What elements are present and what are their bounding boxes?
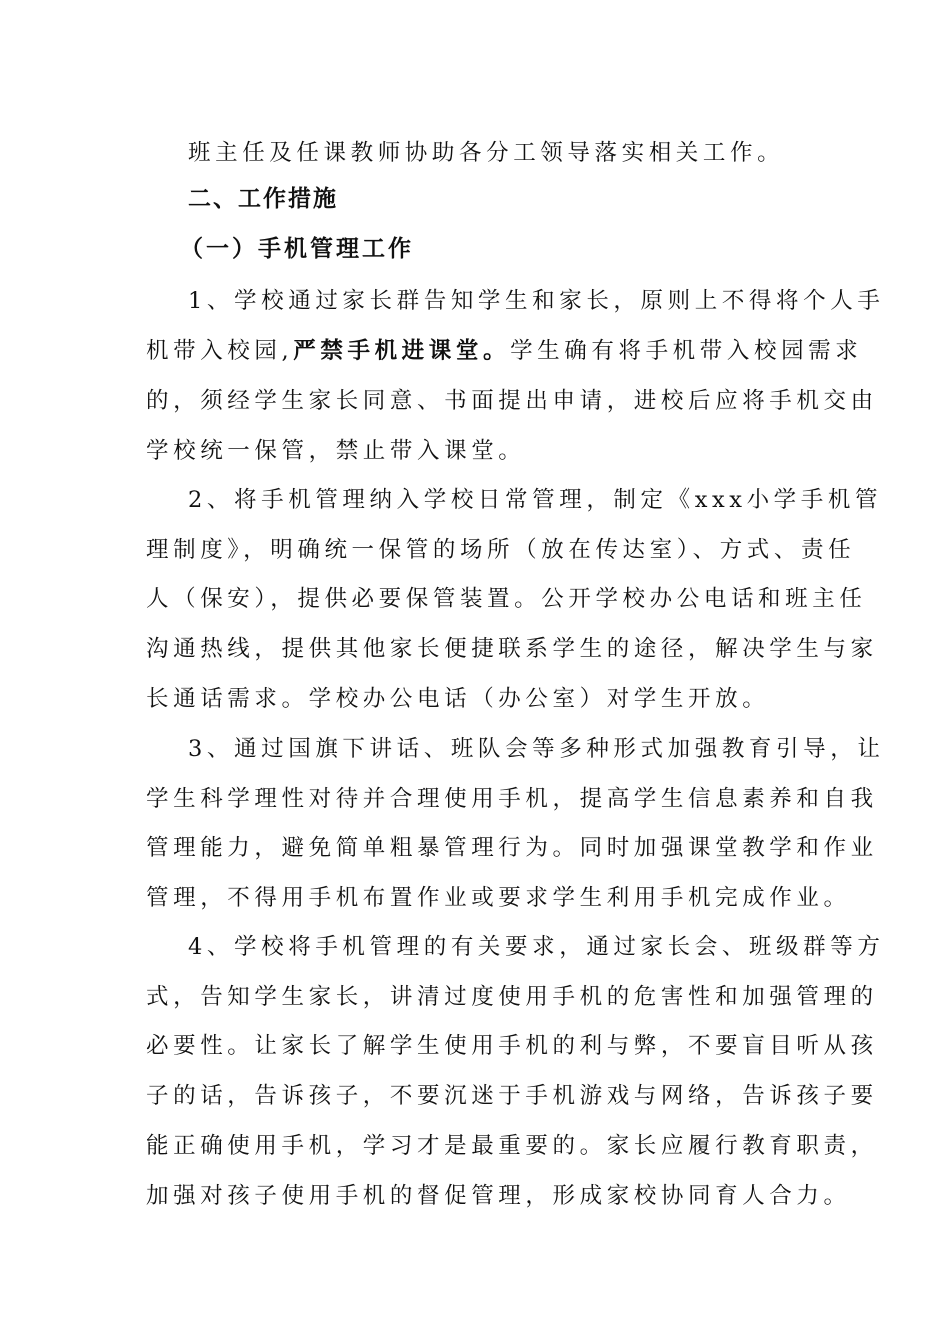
paragraph-2-line-4: 沟通热线，提供其他家长便捷联系学生的途径，解决学生与家 <box>146 636 878 662</box>
paragraph-4-line-1: 4、学校将手机管理的有关要求，通过家长会、班级群等方 <box>188 934 885 960</box>
paragraph-4-line-3: 必要性。让家长了解学生使用手机的利与弊，不要盲目听从孩 <box>146 1033 878 1059</box>
paragraph-3-line-2: 学生科学理性对待并合理使用手机，提高学生信息素养和自我 <box>146 786 878 812</box>
paragraph-1-line-1: 1、学校通过家长群告知学生和家长，原则上不得将个人手 <box>188 288 885 314</box>
paragraph-3-line-3: 管理能力，避免简单粗暴管理行为。同时加强课堂教学和作业 <box>146 835 878 861</box>
emphasis-text: 严禁手机进课堂。 <box>293 338 511 364</box>
paragraph-1-line-3: 的，须经学生家长同意、书面提出申请，进校后应将手机交由 <box>146 388 878 414</box>
paragraph-3-line-4: 管理，不得用手机布置作业或要求学生利用手机完成作业。 <box>146 885 851 911</box>
paragraph-1-line-2-start: 机带入校园, <box>146 338 294 364</box>
paragraph-2-line-1: 2、将手机管理纳入学校日常管理，制定《xxx小学手机管 <box>188 487 883 513</box>
subsection-heading: （一）手机管理工作 <box>180 236 414 262</box>
paragraph-1-line-2-end: 学生确有将手机带入校园需求 <box>510 338 863 364</box>
paragraph-2-line-3: 人（保安），提供必要保管装置。公开学校办公电话和班主任 <box>146 586 867 612</box>
paragraph-4-line-5: 能正确使用手机，学习才是最重要的。家长应履行教育职责， <box>146 1133 878 1159</box>
intro-line: 班主任及任课教师协助各分工领导落实相关工作。 <box>188 140 785 166</box>
paragraph-3-line-1: 3、通过国旗下讲话、班队会等多种形式加强教育引导，让 <box>188 736 885 762</box>
paragraph-1-line-2 <box>146 336 862 366</box>
paragraph-2-line-2: 理制度》，明确统一保管的场所（放在传达室）、方式、责任 <box>146 537 856 563</box>
paragraph-1-line-4: 学校统一保管，禁止带入课堂。 <box>146 438 526 464</box>
paragraph-2-line-5: 长通话需求。学校办公电话（办公室）对学生开放。 <box>146 686 770 712</box>
paragraph-4-line-2: 式，告知学生家长，讲清过度使用手机的危害性和加强管理的 <box>146 984 878 1010</box>
paragraph-4-line-4: 子的话，告诉孩子，不要沉迷于手机游戏与网络，告诉孩子要 <box>146 1083 878 1109</box>
section-heading: 二、工作措施 <box>188 186 338 212</box>
paragraph-4-line-6: 加强对孩子使用手机的督促管理，形成家校协同育人合力。 <box>146 1183 851 1209</box>
